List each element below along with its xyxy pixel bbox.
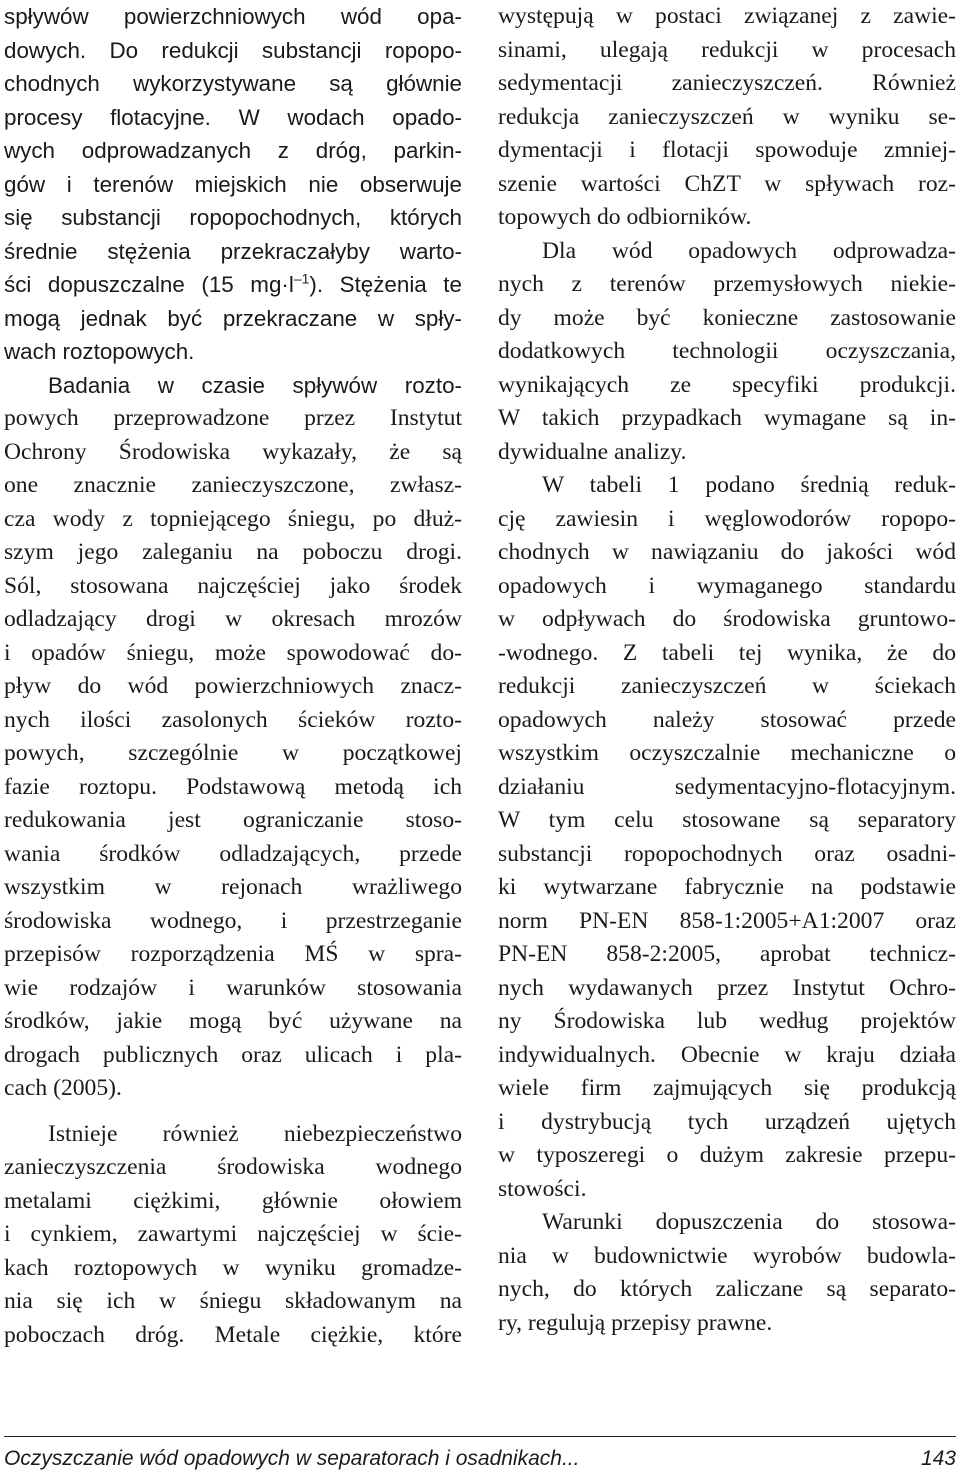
text-line: i dystrybucją tych urządzeń ujętych <box>498 1108 956 1135</box>
text-line: procesy flotacyjne. W wodach opado- <box>4 104 462 130</box>
text-line: nych, do których zaliczane są separato- <box>498 1276 956 1302</box>
text-line: nych z terenów przemysłowych niekie- <box>498 271 956 297</box>
text-line: cach (2005). <box>4 1075 122 1101</box>
text-line: wach roztopowych. <box>4 339 195 364</box>
text-line: dowych. Do redukcji substancji ropopo- <box>4 37 462 63</box>
text-line: chodnych wykorzystywane są głównie <box>4 71 462 96</box>
text-line: działaniu sedymentacyjno-flotacyjnym. <box>498 773 956 800</box>
text-line: wszystkim oczyszczalnie mechaniczne o <box>498 740 956 766</box>
text-line: opadowych należy stosować przede <box>498 706 956 733</box>
text-line: PN-EN 858-2:2005, aprobat technicz- <box>498 941 956 967</box>
right-column <box>498 0 956 1340</box>
text-line: dodatkowych technologii oczyszczania, <box>498 338 956 364</box>
text-line: indywidualnych. Obecnie w kraju działa <box>498 1041 956 1068</box>
text-line: nych ilości zasolonych ścieków rozto- <box>4 706 462 733</box>
text-line: i opadów śniegu, może spowodować do- <box>4 639 462 666</box>
text-line: metalami ciężkimi, głównie ołowiem <box>4 1187 462 1214</box>
text-line: powych przeprowadzone przez Instytut <box>4 405 462 431</box>
running-footer-title: Oczyszczanie wód opadowych w separatorach i osadnikach... <box>4 1447 580 1470</box>
text-line: i cynkiem, zawartymi najczęściej w ście- <box>4 1221 462 1247</box>
text-line: średnie stężenia przekraczałyby warto- <box>4 238 462 264</box>
text-line: wszystkim w rejonach wrażliwego <box>4 874 462 900</box>
text-line: redukcja zanieczyszczeń w wyniku se- <box>498 103 956 130</box>
text-line: dy może być konieczne zastosowanie <box>498 304 956 331</box>
text-line: Badania w czasie spływów rozto- <box>48 372 462 398</box>
text-line: w typoszeregi o dużym zakresie przepu- <box>498 1142 956 1168</box>
text-line: topowych do odbiorników. <box>498 204 752 230</box>
text-line: ry, regulują przepisy prawne. <box>498 1309 773 1336</box>
text-line: szenie wartości ChZT w spływach roz- <box>498 170 956 197</box>
text-line: powych, szczególnie w początkowej <box>4 740 462 766</box>
text-line: wynikających ze specyfiki produkcji. <box>498 371 956 398</box>
text-line: drogach publicznych oraz ulicach i pla- <box>4 1041 462 1068</box>
text-line: ny Środowiska lub według projektów <box>498 1008 956 1034</box>
text-line: norm PN-EN 858-1:2005+A1:2007 oraz <box>498 907 956 934</box>
footer-divider <box>4 1436 956 1437</box>
text-line: występują w postaci związanej z zawie- <box>498 3 956 29</box>
text-line: środowiska wodnego, i przestrzeganie <box>4 907 462 934</box>
text-line: Ochrony Środowiska wykazały, że są <box>4 438 462 465</box>
text-line: wych odprowadzanych z dróg, parkin- <box>4 138 462 163</box>
text-line: one znacznie zanieczyszczone, zwłasz- <box>4 472 462 498</box>
text-line: -wodnego. Z tabeli tej wynika, że do <box>498 639 956 666</box>
superscript: –1 <box>293 270 310 287</box>
text-line: nia w budownictwie wyrobów budowla- <box>498 1242 956 1269</box>
text-line: wiele firm zajmujących się produkcją <box>498 1075 956 1101</box>
text-line: Warunki dopuszczenia do stosowa- <box>542 1209 956 1235</box>
text-line: stowości. <box>498 1175 587 1202</box>
text-line: sedymentacji zanieczyszczeń. Również <box>498 70 956 96</box>
text-line: sinami, ulegają redukcji w procesach <box>498 36 956 63</box>
text-line: poboczach dróg. Metale ciężkie, które <box>4 1321 462 1348</box>
text-line: pływ do wód powierzchniowych znacz- <box>4 673 462 699</box>
text-line: przepisów rozporządzenia MŚ w spra- <box>4 941 462 967</box>
text-line: w odpływach do środowiska gruntowo- <box>498 606 956 632</box>
page-number: 143 <box>920 1447 956 1470</box>
text-line: Sól, stosowana najczęściej jako środek <box>4 572 462 599</box>
text-line: gów i terenów miejskich nie obserwuje <box>4 171 462 197</box>
text-line: W tym celu stosowane są separatory <box>498 807 956 833</box>
text-line: W tabeli 1 podano średnią reduk- <box>542 472 956 498</box>
text-line: W takich przypadkach wymagane są in- <box>498 405 956 431</box>
text-line: opadowych i wymaganego standardu <box>498 572 956 599</box>
text-line: mogą jednak być przekraczane w spły- <box>4 305 462 331</box>
text-line: cję zawiesin i węglowodorów ropopo- <box>498 505 956 532</box>
text-line: ści dopuszczalne (15 $mg\cdot l^{-1}$). Stężenia te <box>4 270 462 297</box>
text-line: ki wytwarzane fabrycznie na podstawie <box>498 874 956 900</box>
left-column <box>4 0 462 1352</box>
text-line: fazie roztopu. Podstawową metodą ich <box>4 773 462 800</box>
text-line: wania środków odladzających, przede <box>4 840 462 867</box>
text-line: spływów powierzchniowych wód opa- <box>4 4 462 29</box>
text-line: nia się ich w śniegu składowanym na <box>4 1288 462 1314</box>
text-line: kach roztopowych w wyniku gromadze- <box>4 1254 462 1281</box>
text-line: nych wydawanych przez Instytut Ochro- <box>498 974 956 1001</box>
text-line: zanieczyszczenia środowiska wodnego <box>4 1154 462 1180</box>
text-line: wie rodzajów i warunków stosowania <box>4 974 462 1001</box>
text-line: odladzający drogi w okresach mrozów <box>4 606 462 632</box>
text-line: się substancji ropopochodnych, których <box>4 205 462 230</box>
text-line: środków, jakie mogą być używane na <box>4 1008 462 1034</box>
text-line: szym jego zaleganiu na poboczu drogi. <box>4 539 462 565</box>
text-line: Dla wód opadowych odprowadza- <box>542 237 956 264</box>
text-line: chodnych w nawiązaniu do jakości wód <box>498 539 956 565</box>
text-line: cza wody z topniejącego śniegu, po dłuż- <box>4 505 462 532</box>
text-line: Istnieje również niebezpieczeństwo <box>48 1120 462 1147</box>
text-line: dymentacji i flotacji spowoduje zmniej- <box>498 137 956 163</box>
text-line: redukcji zanieczyszczeń w ściekach <box>498 673 956 699</box>
text-line: redukowania jest ograniczanie stoso- <box>4 807 462 833</box>
text-line: substancji ropopochodnych oraz osadni- <box>498 840 956 867</box>
text-line: dywidualne analizy. <box>498 438 687 465</box>
